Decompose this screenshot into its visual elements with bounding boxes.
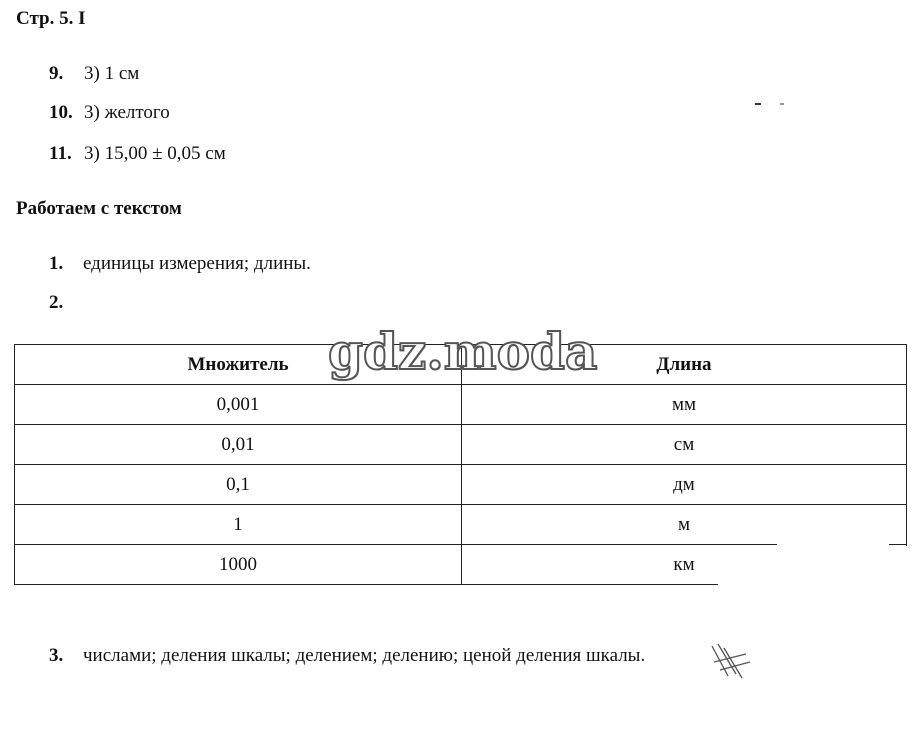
item-number: 3. xyxy=(49,645,64,666)
scribble-mark xyxy=(706,640,758,682)
section-item-2 xyxy=(49,292,83,314)
section-item-3 xyxy=(49,645,645,667)
answer-text: 3) желтого xyxy=(84,102,170,123)
answer-number: 9. xyxy=(49,63,64,84)
multiplier-cell: 0,1 xyxy=(15,465,462,505)
multiplier-cell: 1 xyxy=(15,505,462,545)
length-cell: дм xyxy=(462,465,907,505)
section-item-1 xyxy=(49,253,311,275)
answer-item-9 xyxy=(49,63,139,85)
answer-text: 3) 15,00 ± 0,05 см xyxy=(84,143,226,164)
item-number: 2. xyxy=(49,292,64,313)
multiplier-cell: 1000 xyxy=(15,545,462,585)
multiplier-cell: 0,001 xyxy=(15,385,462,425)
length-cell: км xyxy=(462,545,907,585)
item-text: единицы измерения; длины. xyxy=(83,253,311,274)
item-number: 1. xyxy=(49,253,64,274)
table-row xyxy=(15,505,907,545)
multiplier-cell: 0,01 xyxy=(15,425,462,465)
scan-mask xyxy=(718,546,913,591)
answer-number: 10. xyxy=(49,102,73,123)
item-text: числами; деления шкалы; делением; делению; ценой деления шкалы. xyxy=(83,645,646,666)
stray-mark xyxy=(755,103,761,105)
table-row xyxy=(15,425,907,465)
scan-mask xyxy=(706,586,916,596)
answer-item-11 xyxy=(49,143,226,165)
table-row xyxy=(15,465,907,505)
watermark-logo: gdz.moda xyxy=(328,322,598,381)
scan-mask xyxy=(777,505,889,547)
column-header-multiplier: Множитель xyxy=(15,345,462,385)
section-heading: Работаем с текстом xyxy=(16,198,182,219)
answer-item-10 xyxy=(49,102,170,124)
page-title: Стр. 5. I xyxy=(16,8,86,29)
table-row xyxy=(15,385,907,425)
answer-number: 11. xyxy=(49,143,72,164)
length-cell: мм xyxy=(462,385,907,425)
length-cell: см xyxy=(462,425,907,465)
length-cell: м xyxy=(462,505,907,545)
answer-text: 3) 1 см xyxy=(84,63,140,84)
column-header-length: Длина xyxy=(462,345,907,385)
stray-mark xyxy=(780,103,784,105)
